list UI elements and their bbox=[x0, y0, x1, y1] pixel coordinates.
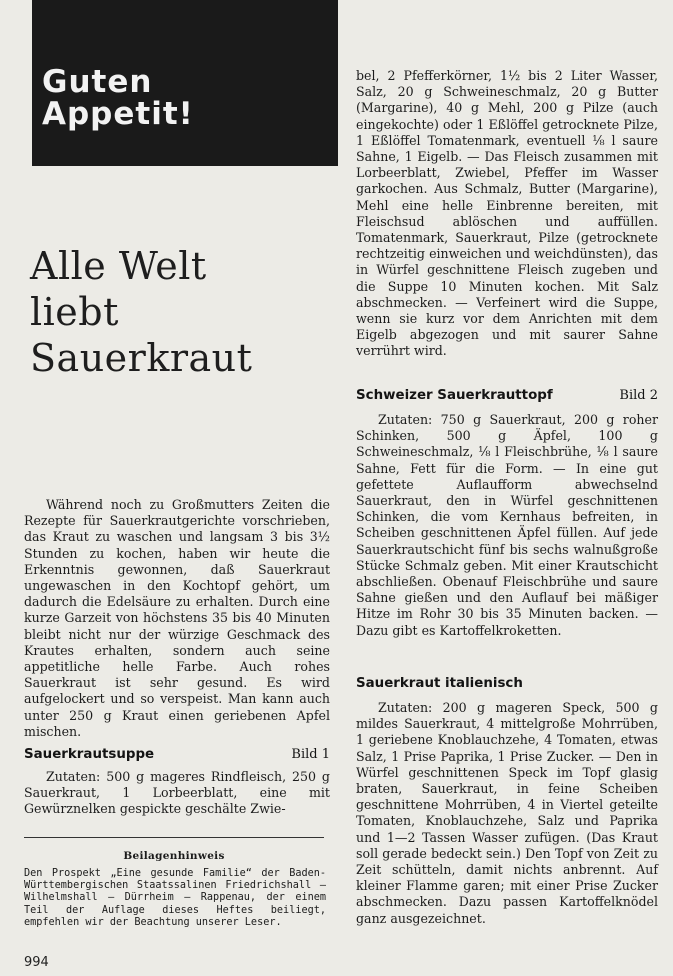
supplement-note-title: Beilagenhinweis bbox=[123, 850, 225, 862]
recipe-2-heading bbox=[356, 388, 658, 403]
divider-line bbox=[24, 837, 324, 838]
recipe-1-text-part2: bel, 2 Pfefferkörner, 1½ bis 2 Liter Wasser, Salz, 20 g Schweineschmalz, 20 g Butter (Margarine), 40 g Mehl, 200 g Pilze (auch eingekochte) oder 1 Eßlöffel getrocknete Pilze, 1 Eßlöffel Tomatenmark, eventuell ⅛ l saure Sahne, 1 Eigelb. — Das Fleisch zusammen mit Lorbeerblatt, Zwiebel, Pfeffer im Wasser garkochen. Aus Schmalz, Butter (Margarine), Mehl eine helle Einbrenne bereiten, mit Fleischsud ablöschen und auffüllen. Tomatenmark, Sauerkraut, Pilze (getrocknete rechtzeitig einweichen und weichdünsten), das in Würfel geschnittene Fleisch zugeben und die Suppe 10 Minuten kochen. Mit Salz abschmecken. — Verfeinert wird die Suppe, wenn sie kurz vor dem Anrichten mit dem Eigelb abgezogen und mit saurer Sahne verrührt wird. bbox=[356, 68, 658, 359]
recipe-2-text: Zutaten: 750 g Sauerkraut, 200 g roher Schinken, 500 g Äpfel, 100 g Schweineschmalz, ⅛ l Fleischbrühe, ⅛ l saure Sahne, Fett für die Form. — In eine gut gefettete Auflaufform abwechselnd Sauerkraut, den in Würfel geschnittenen Schinken, die vom Kernhaus befreiten, in Scheiben geschnittenen Äpfel füllen. Auf jede Sauerkrautschicht fünf bis sechs walnußgroße Stücke Schmalz geben. Mit einer Krautschicht abschließen. Obenauf Fleischbrühe und saure Sahne gießen und den Auflauf bei mäßiger Hitze im Rohr 30 bis 35 Minuten backen. — Dazu gibt es Kartoffelkroketten. bbox=[356, 412, 658, 638]
recipe-1-figure-ref: Bild 1 bbox=[291, 747, 330, 762]
article-title bbox=[30, 243, 252, 381]
recipe-2-figure-ref: Bild 2 bbox=[619, 388, 658, 403]
recipe-1-continued bbox=[356, 68, 658, 360]
intro-block bbox=[24, 497, 330, 740]
recipe-2-block bbox=[356, 388, 658, 639]
recipe-3-text: Zutaten: 200 g mageren Speck, 500 g mildes Sauerkraut, 4 mittelgroße Mohrrüben, 1 geriebene Knoblauchzehe, 4 Tomaten, etwas Salz, 1 Prise Paprika, 1 Prise Zucker. — Den in Würfel geschnittenen Speck im Topf glasig braten, Sauerkraut, in feine Scheiben geschnittene Mohrrüben, 4 in Viertel geteilte Tomaten, Knoblauchzehe, Salz und Paprika und 1—2 Tassen Wasser zufügen. (Das Kraut soll gerade bedeckt sein.) Den Topf von Zeit zu Zeit schütteln, damit nichts anbrennt. Auf kleiner Flamme garen; mit einer Prise Zucker abschmecken. Dazu passen Kartoffelknödel ganz ausgezeichnet. bbox=[356, 700, 658, 926]
recipe-1-block bbox=[24, 747, 330, 818]
intro-paragraph: Während noch zu Großmutters Zeiten die Rezepte für Sauerkrautgerichte vorschrieben, das Kraut zu waschen und langsam 3 bis 3½ Stunden zu kochen, haben wir heute die Erkenntnis gewonnen, daß Sauerkraut ungewaschen in den Kochtopf gehört, um dadurch die Edelsäure zu erhalten. Durch eine kurze Garzeit von höchstens 35 bis 40 Minuten bleibt nicht nur der würzige Geschmack des Krautes erhalten, sondern auch seine appetitliche helle Farbe. Auch rohes Sauerkraut ist sehr gesund. Es wird aufgelockert und so verspeist. Man kann auch unter 250 g Kraut einen geriebenen Apfel mischen. bbox=[24, 497, 330, 739]
recipe-3-block bbox=[356, 676, 658, 927]
recipe-1-heading bbox=[24, 747, 330, 762]
recipe-3-title: Sauerkraut italienisch bbox=[356, 676, 523, 691]
header-title bbox=[42, 66, 194, 130]
header-banner bbox=[32, 0, 338, 166]
recipe-1-text-part1: Zutaten: 500 g mageres Rindfleisch, 250 g Sauerkraut, 1 Lorbeerblatt, eine mit Gewürznelken gespickte geschälte Zwie- bbox=[24, 769, 330, 817]
header-line-1: Guten bbox=[42, 64, 153, 100]
title-line-1: Alle Welt bbox=[30, 244, 207, 288]
header-line-2: Appetit! bbox=[42, 96, 194, 132]
page-number: 994 bbox=[24, 955, 49, 970]
recipe-3-heading bbox=[356, 676, 658, 691]
supplement-note-text: Den Prospekt „Eine gesunde Familie“ der Baden-Württembergischen Staatssalinen Friedrichshall — Wilhelmshall — Dürrheim — Rappenau, der einem Teil der Auflage dieses Heftes beiliegt, empfehlen wir der Beachtung unserer Leser. bbox=[24, 868, 326, 928]
title-line-3: Sauerkraut bbox=[30, 336, 253, 380]
recipe-1-title: Sauerkrautsuppe bbox=[24, 747, 155, 762]
title-line-2: liebt bbox=[30, 290, 119, 334]
recipe-2-title: Schweizer Sauerkrauttopf bbox=[356, 388, 553, 403]
